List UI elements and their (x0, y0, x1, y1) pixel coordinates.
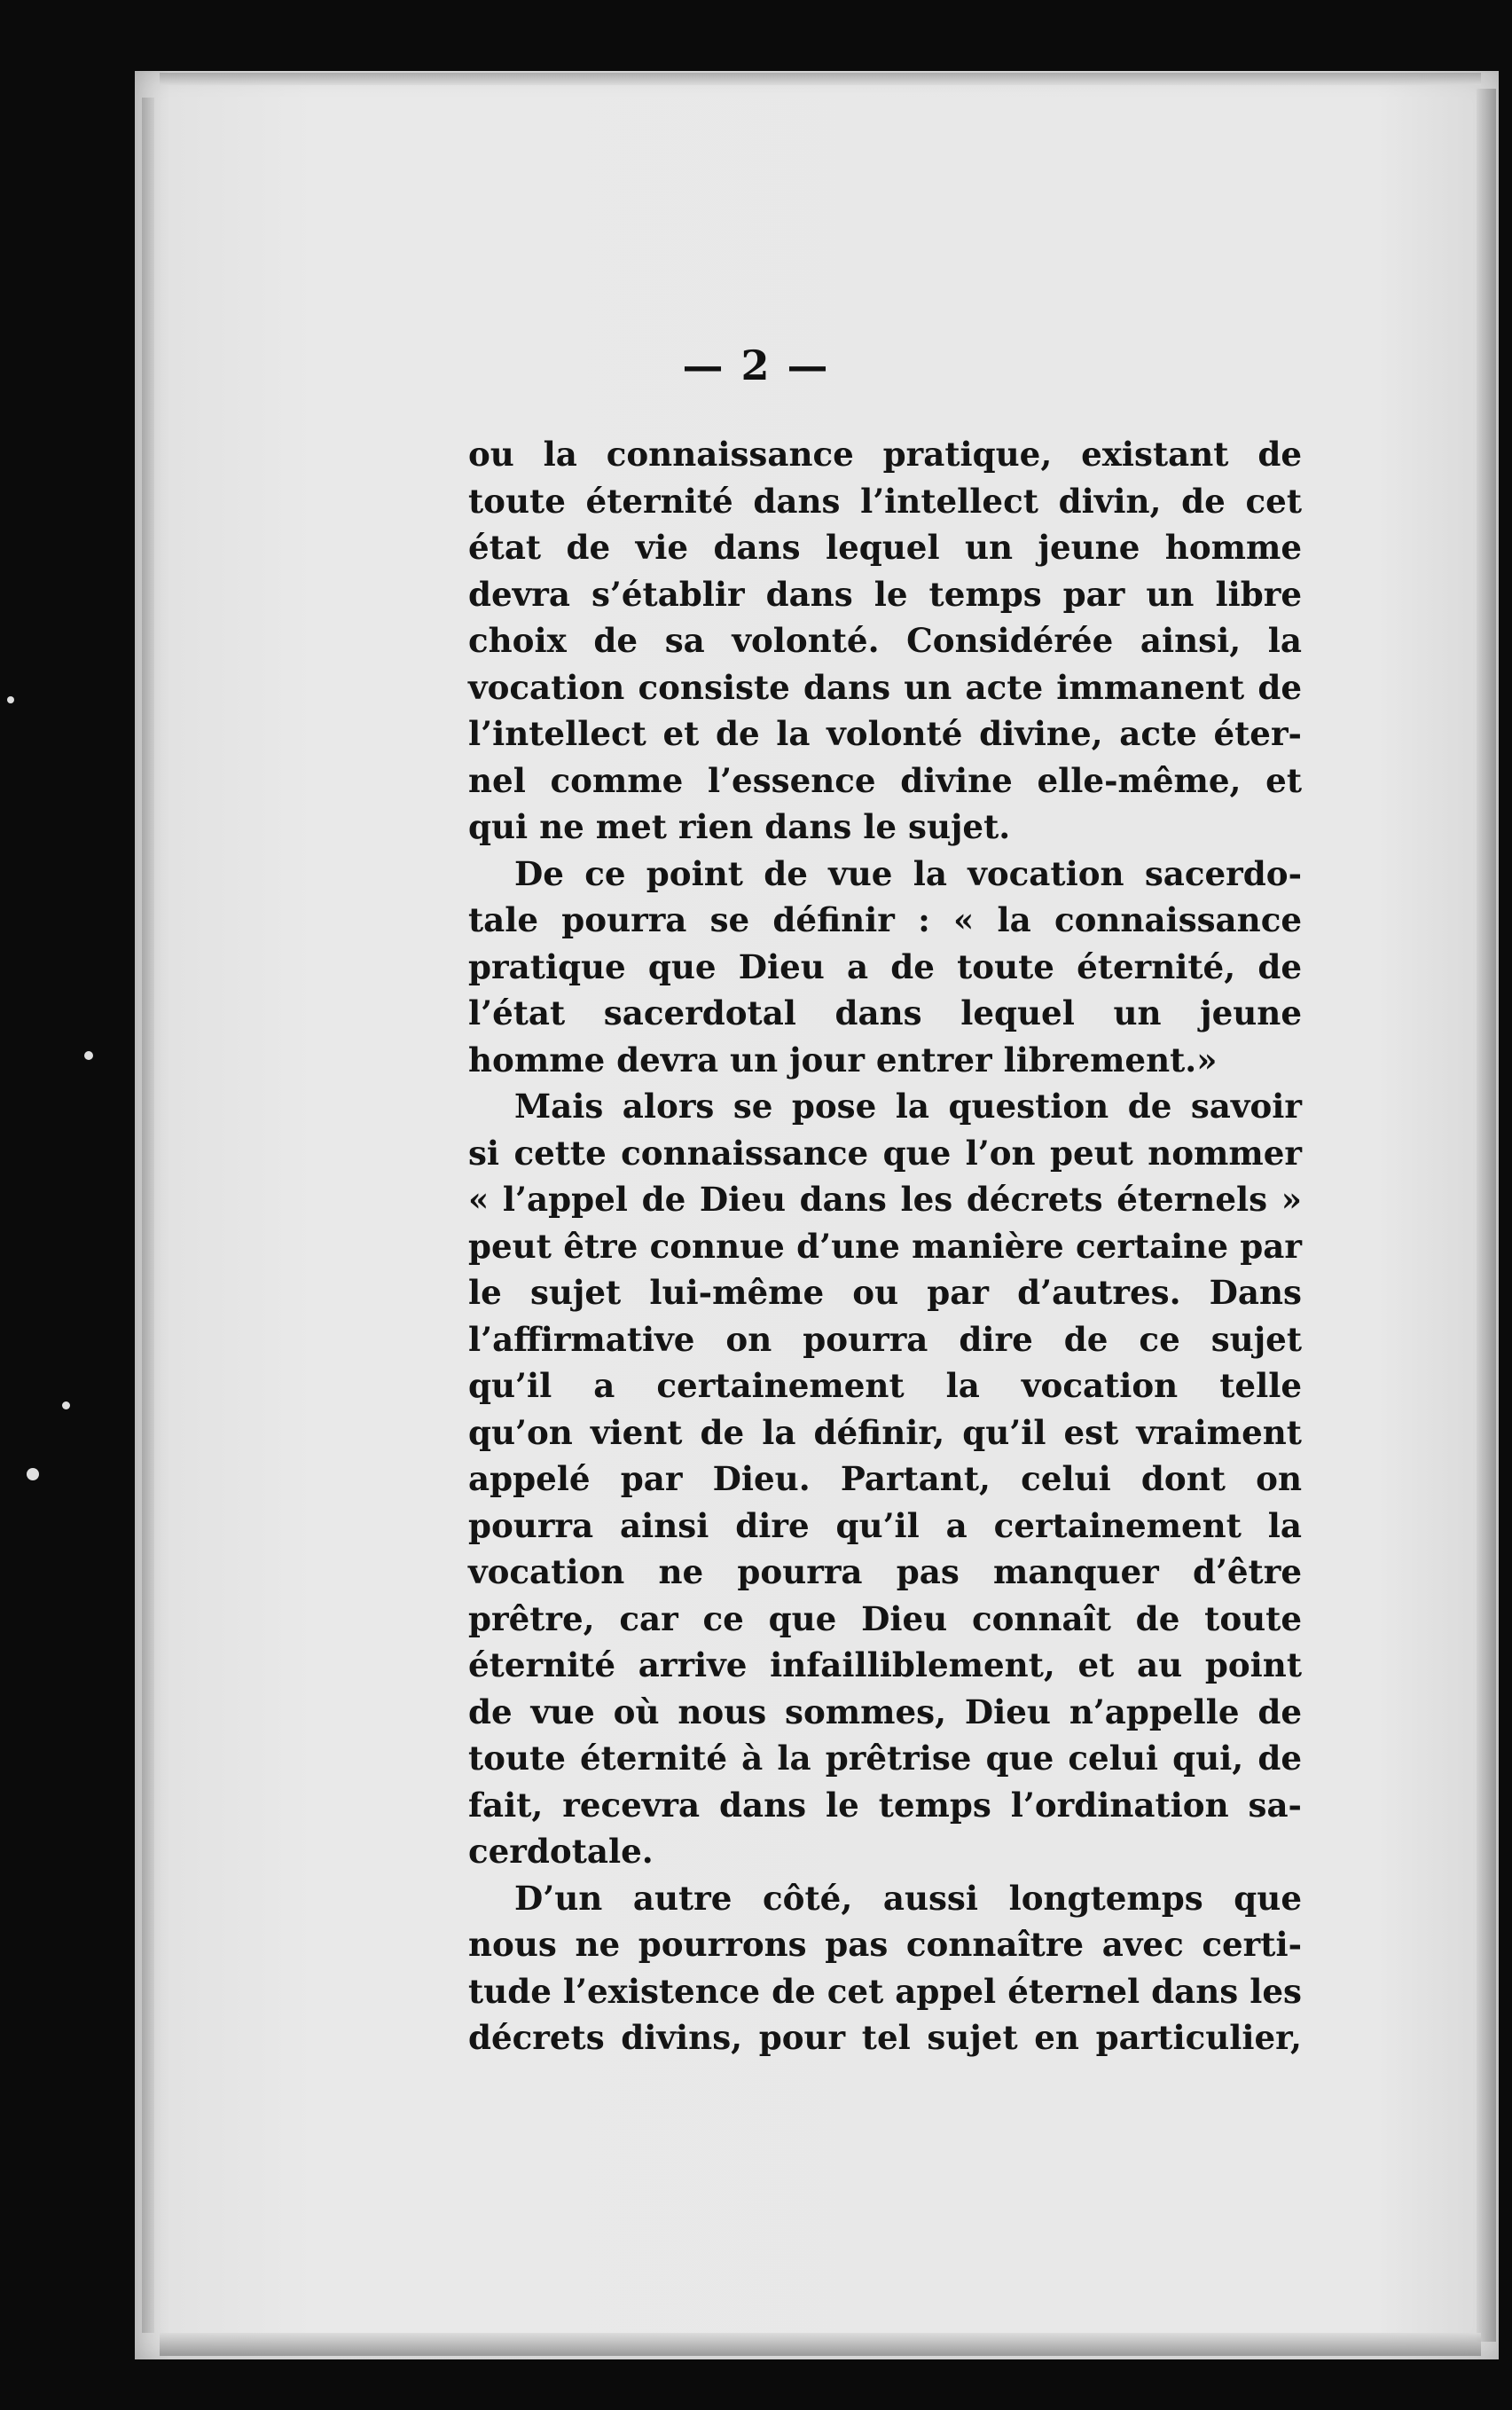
text-line: De ce point de vue la vocation sacerdo- (514, 853, 1302, 893)
text-line: fait, recevra dans le temps l’ordination sa- (468, 1785, 1302, 1825)
text-line: éternité arrive infailliblement, et au point (468, 1645, 1302, 1684)
dust-speck (62, 1401, 70, 1409)
text-line: qui ne met rien dans le sujet. (468, 807, 1011, 846)
text-line: D’un autre côté, aussi longtemps que (514, 1878, 1302, 1918)
dust-speck (84, 1051, 93, 1060)
text-line: l’état sacerdotal dans lequel un jeune (468, 993, 1302, 1032)
text-line: vocation consiste dans un acte immanent de (468, 667, 1302, 707)
page-edge-bottom (160, 2333, 1481, 2356)
text-line: toute éternité à la prêtrise que celui qui, de (468, 1739, 1302, 1778)
text-line: devra s’établir dans le temps par un libre (468, 574, 1302, 614)
dust-speck (7, 696, 14, 703)
text-line: « l’appel de Dieu dans les décrets éternels » (468, 1180, 1302, 1219)
body-text (468, 431, 1302, 2061)
text-line: état de vie dans lequel un jeune homme (468, 528, 1302, 567)
text-line: choix de sa volonté. Considérée ainsi, la (468, 621, 1302, 660)
text-line: homme devra un jour entrer librement.» (468, 1040, 1218, 1079)
text-line: qu’il a certainement la vocation telle (468, 1366, 1302, 1405)
page-number: — 2 — (682, 341, 830, 389)
text-line: prêtre, car ce que Dieu connaît de toute (468, 1598, 1302, 1638)
text-line: appelé par Dieu. Partant, celui dont on (468, 1459, 1302, 1498)
text-line: peut être connue d’une manière certaine par (468, 1226, 1302, 1266)
text-line: l’affirmative on pourra dire de ce sujet (468, 1319, 1302, 1359)
page-edge-top (160, 73, 1481, 85)
text-line: vocation ne pourra pas manquer d’être (468, 1552, 1302, 1591)
text-line: décrets divins, pour tel sujet en particulier, (468, 2018, 1302, 2057)
text-line: pratique que Dieu a de toute éternité, de (468, 946, 1302, 986)
text-line: l’intellect et de la volonté divine, acte éter- (468, 714, 1302, 753)
text-line: tude l’existence de cet appel éternel dans les (468, 1971, 1302, 2011)
text-line: nel comme l’essence divine elle-même, et (468, 760, 1302, 800)
text-line: nous ne pourrons pas connaître avec certi- (468, 1925, 1302, 1964)
text-line: Mais alors se pose la question de savoir (514, 1087, 1302, 1126)
text-line: toute éternité dans l’intellect divin, de cet (468, 481, 1302, 521)
text-line: pourra ainsi dire qu’il a certainement la (468, 1505, 1302, 1545)
text-line: si cette connaissance que l’on peut nommer (468, 1133, 1302, 1173)
page-edge-right (1477, 89, 1496, 2342)
text-line: qu’on vient de la définir, qu’il est vraiment (468, 1412, 1302, 1452)
page-edge-left (142, 98, 154, 2333)
text-line: ou la connaissance pratique, existant de (468, 435, 1302, 474)
text-line: tale pourra se définir : « la connaissance (468, 900, 1302, 939)
text-line: cerdotale. (468, 1832, 654, 1871)
dust-speck (27, 1468, 39, 1480)
text-line: de vue où nous sommes, Dieu n’appelle de (468, 1692, 1302, 1731)
text-line: le sujet lui-même ou par d’autres. Dans (468, 1273, 1302, 1312)
